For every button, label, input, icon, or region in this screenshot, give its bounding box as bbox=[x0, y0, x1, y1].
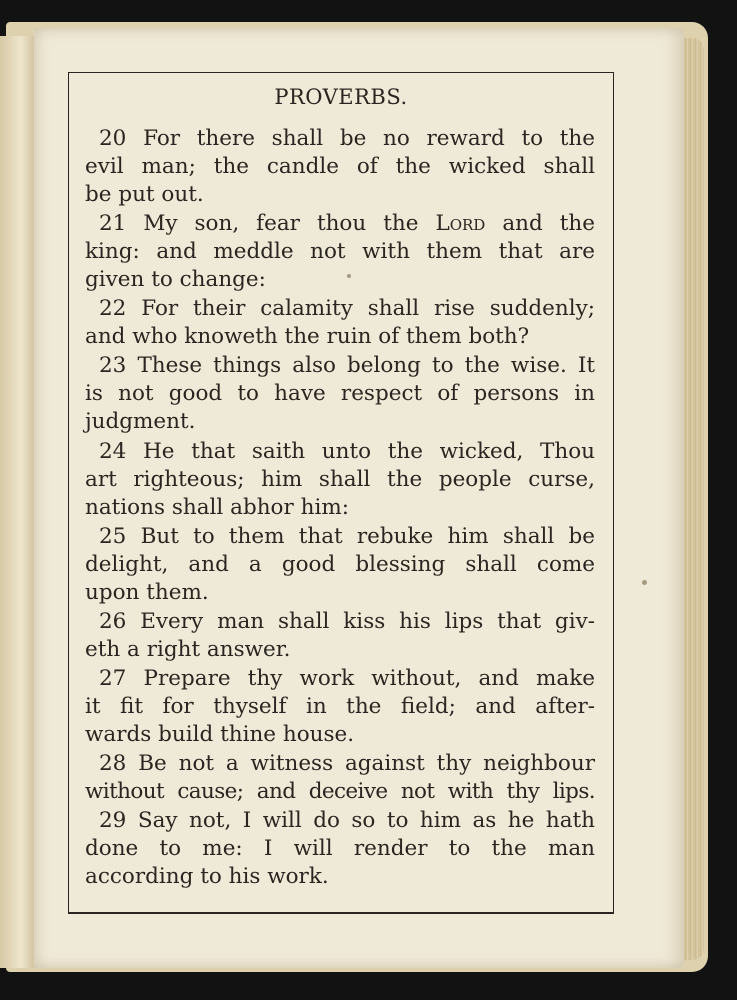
verse-21-line-1 bbox=[99, 210, 595, 238]
verse-text: These things also belong to the wise. It bbox=[137, 353, 595, 378]
verse-number: 24 bbox=[99, 439, 127, 464]
verse-text: But to them that rebuke him shall be bbox=[140, 524, 595, 549]
verse-29-line-1 bbox=[99, 807, 595, 835]
book-page bbox=[34, 28, 684, 968]
page-title: PROVERBS. bbox=[274, 85, 408, 109]
verse-number: 23 bbox=[99, 353, 127, 378]
verse-24-line-3: nations shall abhor him: bbox=[85, 495, 349, 520]
verse-number: 27 bbox=[99, 666, 127, 691]
lord-small-caps: Lord bbox=[435, 211, 486, 236]
verse-29-line-2: done to me: I will render to the man bbox=[85, 836, 595, 861]
verse-25-line-3: upon them. bbox=[85, 580, 209, 605]
bottom-rule bbox=[69, 912, 613, 913]
verse-text: Say not, I will do so to him as he hath bbox=[137, 808, 595, 833]
verse-number: 29 bbox=[99, 808, 127, 833]
verse-23-line-1 bbox=[99, 352, 595, 380]
verse-number: 22 bbox=[99, 296, 127, 321]
page-edges bbox=[684, 38, 704, 960]
verse-28-line-2: without cause; and deceive not with thy lips. bbox=[85, 779, 595, 804]
verse-21-line-3: given to change: bbox=[85, 267, 266, 292]
verse-24-line-1 bbox=[99, 438, 595, 466]
paper-blemish bbox=[642, 580, 647, 585]
verse-20-line-1 bbox=[99, 125, 595, 153]
text-frame bbox=[68, 72, 614, 914]
verse-25-line-2: delight, and a good blessing shall come bbox=[85, 552, 595, 577]
verse-26-line-2: eth a right answer. bbox=[85, 637, 291, 662]
verse-20-line-3: be put out. bbox=[85, 182, 204, 207]
verse-27-line-2: it fit for thyself in the field; and after- bbox=[85, 694, 595, 719]
verse-26-line-1 bbox=[99, 608, 595, 636]
verse-text: For there shall be no reward to the bbox=[143, 126, 595, 151]
verse-23-line-2: is not good to have respect of persons in bbox=[85, 381, 595, 406]
verse-number: 21 bbox=[99, 211, 127, 236]
verse-number: 25 bbox=[99, 524, 127, 549]
verse-23-line-3: judgment. bbox=[85, 409, 196, 434]
verse-text: My son, fear thou the bbox=[143, 211, 419, 236]
verse-number: 20 bbox=[99, 126, 127, 151]
verse-29-line-3: according to his work. bbox=[85, 864, 329, 889]
verse-25-line-1 bbox=[99, 523, 595, 551]
verse-28-line-1 bbox=[99, 750, 595, 778]
verse-text: Prepare thy work without, and make bbox=[143, 666, 595, 691]
verse-text: Be not a witness against thy neighbour bbox=[138, 751, 595, 776]
verse-27-line-1 bbox=[99, 665, 595, 693]
verse-text: He that saith unto the wicked, Thou bbox=[143, 439, 595, 464]
verse-number: 26 bbox=[99, 609, 127, 634]
verse-22-line-2: and who knoweth the ruin of them both? bbox=[85, 324, 530, 349]
verse-text: For their calamity shall rise suddenly; bbox=[141, 296, 595, 321]
verse-number: 28 bbox=[99, 751, 127, 776]
verse-21-line-2: king: and meddle not with them that are bbox=[85, 239, 595, 264]
verse-text: and the bbox=[502, 211, 595, 236]
verse-22-line-1 bbox=[99, 295, 595, 323]
verse-text: Every man shall kiss his lips that giv- bbox=[140, 609, 595, 634]
verse-20-line-2: evil man; the candle of the wicked shall bbox=[85, 154, 595, 179]
verse-27-line-3: wards build thine house. bbox=[85, 722, 355, 747]
verse-24-line-2: art righteous; him shall the people curse, bbox=[85, 467, 595, 492]
